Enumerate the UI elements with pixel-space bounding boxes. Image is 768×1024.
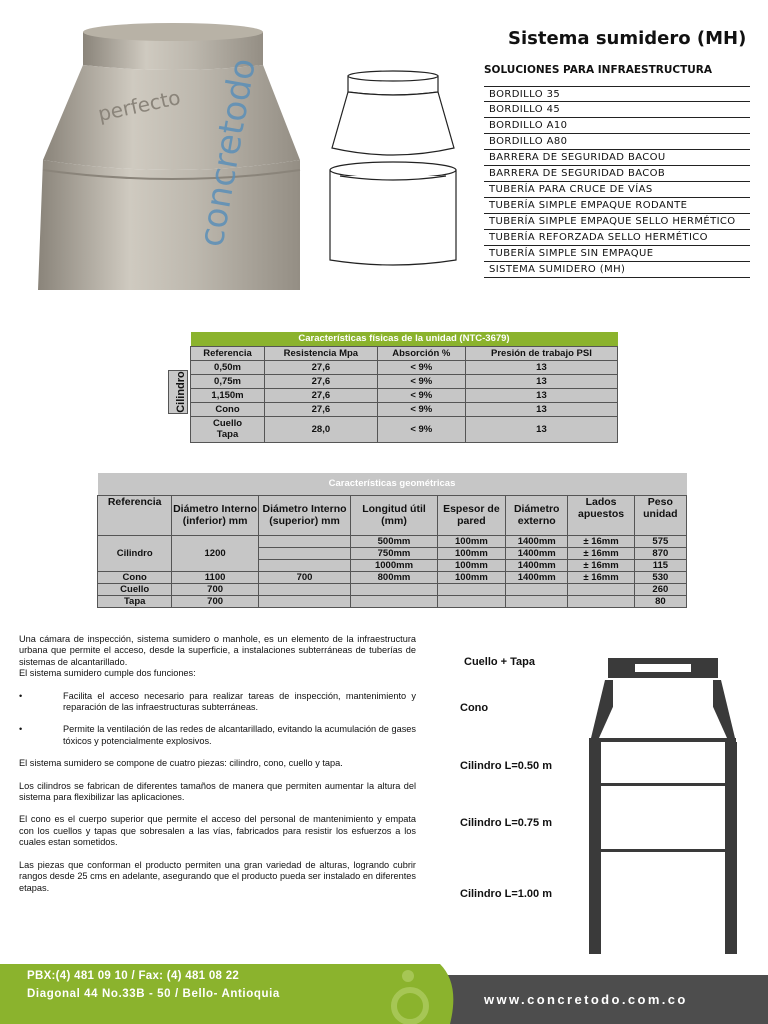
column-header: Absorción % xyxy=(377,346,465,360)
product-item[interactable]: TUBERÍA PARA CRUCE DE VÍAS xyxy=(484,182,750,198)
table-row: Cilindro 1200 500mm 100mm 1400mm ± 16mm 575 xyxy=(98,535,687,547)
footer-phone: PBX:(4) 481 09 10 / Fax: (4) 481 08 22 xyxy=(27,970,240,982)
product-list xyxy=(484,86,750,278)
physical-characteristics-table xyxy=(190,332,618,443)
product-item[interactable]: BORDILLO 45 xyxy=(484,102,750,118)
product-item[interactable]: BORDILLO 35 xyxy=(484,86,750,102)
table-title: Características físicas de la unidad (NTC-3679) xyxy=(191,332,618,346)
column-header: Diámetro externo xyxy=(506,495,568,535)
table-row: Cono 1100 700 800mm 100mm 1400mm ± 16mm 530 xyxy=(98,571,687,583)
product-item[interactable]: TUBERÍA SIMPLE SIN EMPAQUE xyxy=(484,246,750,262)
footer-address: Diagonal 44 No.33B - 50 / Bello- Antioquia xyxy=(27,988,280,1000)
brand-text-top: perfecto xyxy=(95,85,183,127)
table-row: 0,50m 27,6 < 9% 13 xyxy=(191,360,618,374)
table-title: Características geométricas xyxy=(98,473,687,495)
label-cilindro-050: Cilindro L=0.50 m xyxy=(460,760,552,772)
column-header: Diámetro Interno (inferior) mm xyxy=(172,495,258,535)
column-header: Referencia xyxy=(98,495,172,535)
product-item[interactable]: BORDILLO A10 xyxy=(484,118,750,134)
label-cilindro-075: Cilindro L=0.75 m xyxy=(460,817,552,829)
page-title: Sistema sumidero (MH) xyxy=(508,28,747,49)
product-item[interactable]: TUBERÍA SIMPLE EMPAQUE RODANTE xyxy=(484,198,750,214)
table-row: Cuello Tapa 28,0 < 9% 13 xyxy=(191,416,618,442)
product-item[interactable]: BORDILLO A80 xyxy=(484,134,750,150)
description-text: Una cámara de inspección, sistema sumidero o manhole, es un elemento de la infraestructura urbana que permite el acceso, desde la superficie, a instalaciones subterráneas de tuberías de sistemas de alcantarillado. El sistema sumidero cumple dos funciones: • Facilita el acceso necesario para realizar tareas de inspección, mantenimiento y reparación de las infraestructuras subterráneas. • Permite la ventilación de las redes de alcantarillado, evitando la acumulación de gases tóxicos y potencialmente explosivos. El sistema sumidero se compone de cuatro piezas: cilindro, cono, cuello y tapa. Los cilindros se fabrican de diferentes tamaños de manera que permiten aumentar la altura del sistema para flexibilizar las aplicaciones. El cono es el cuerpo superior que permite el acceso del personal de mantenimiento y empata con los cuellos y tapas que sobresalen a las vías, fabricados para resistir los esfuerzos a los cuales estan sometidos. Las piezas que conforman el producto permiten una gran variedad de alturas, logrando cubrir rangos desde 25 cms en adelante, asegurando que el producto pueda ser instalado en diferentes etapas. xyxy=(19,634,416,893)
footer-website-link[interactable]: www.concretodo.com.co xyxy=(484,992,688,1007)
column-header: Longitud útil (mm) xyxy=(351,495,437,535)
column-header: Peso unidad xyxy=(634,495,686,535)
table-row: 1000mm 100mm 1400mm ± 16mm 115 xyxy=(98,559,687,571)
geometric-characteristics-table xyxy=(97,473,687,608)
label-cuello-tapa: Cuello + Tapa xyxy=(464,656,536,668)
table-row: Cuello 700 260 xyxy=(98,583,687,595)
manhole-photo xyxy=(38,20,306,290)
column-header: Presión de trabajo PSI xyxy=(465,346,617,360)
product-item[interactable]: TUBERÍA REFORZADA SELLO HERMÉTICO xyxy=(484,230,750,246)
table-row: 0,75m 27,6 < 9% 13 xyxy=(191,374,618,388)
column-header: Referencia xyxy=(191,346,265,360)
brand-text: concretodo xyxy=(191,55,264,250)
product-item[interactable]: BARRERA DE SEGURIDAD BACOU xyxy=(484,150,750,166)
table-row: Tapa 700 80 xyxy=(98,595,687,607)
column-header: Resistencia Mpa xyxy=(265,346,378,360)
product-item[interactable]: TUBERÍA SIMPLE EMPAQUE SELLO HERMÉTICO xyxy=(484,214,750,230)
table-row: Cono 27,6 < 9% 13 xyxy=(191,402,618,416)
product-item[interactable]: SISTEMA SUMIDERO (MH) xyxy=(484,262,750,278)
footer-logo-mark xyxy=(380,964,460,1024)
column-header: Espesor de pared xyxy=(437,495,505,535)
table-row: 750mm 100mm 1400mm ± 16mm 870 xyxy=(98,547,687,559)
table-row: 1,150m 27,6 < 9% 13 xyxy=(191,388,618,402)
label-cono: Cono xyxy=(460,702,489,714)
cilindro-side-label: Cilindro xyxy=(168,370,188,414)
label-cilindro-100: Cilindro L=1.00 m xyxy=(460,888,552,900)
manhole-section-diagram xyxy=(585,656,740,954)
product-item[interactable]: BARRERA DE SEGURIDAD BACOB xyxy=(484,166,750,182)
column-header: Diámetro Interno (superior) mm xyxy=(258,495,350,535)
column-header: Lados apuestos xyxy=(568,495,634,535)
manhole-sketch xyxy=(326,70,460,266)
page-subtitle: SOLUCIONES PARA INFRAESTRUCTURA xyxy=(484,64,712,76)
